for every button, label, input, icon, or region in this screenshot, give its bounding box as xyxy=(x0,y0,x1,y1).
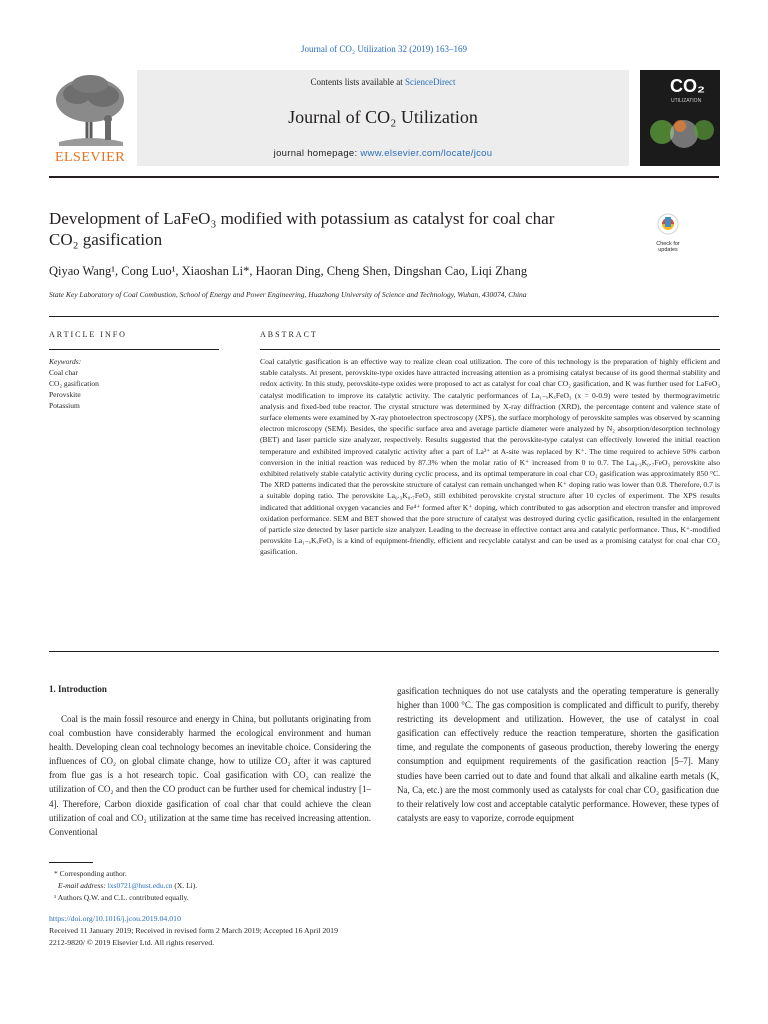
journal-banner xyxy=(137,70,629,166)
article-info-heading: ARTICLE INFO xyxy=(49,330,127,339)
keyword-item: Potassium xyxy=(49,401,80,410)
info-rule xyxy=(49,316,719,317)
corresponding-author-note: * Corresponding author. xyxy=(54,869,127,878)
doi-link[interactable]: https://doi.org/10.1016/j.jcou.2019.04.010 xyxy=(49,914,181,923)
contents-line xyxy=(137,77,629,87)
footnotes xyxy=(54,868,374,904)
check-for-updates-button[interactable] xyxy=(650,212,686,252)
cover-title: CO₂ xyxy=(670,76,705,96)
intro-paragraph-right xyxy=(397,684,719,825)
title-line-1: Development of LaFeO₃ modified with potassium as catalyst for coal char xyxy=(49,209,555,228)
doi-block xyxy=(49,913,449,949)
email-suffix: (X. Li). xyxy=(172,881,198,890)
journal-cover[interactable] xyxy=(640,70,720,166)
sciencedirect-link[interactable]: ScienceDirect xyxy=(405,77,456,87)
cover-subtitle: UTILIZATION xyxy=(671,98,702,104)
crossmark-label-2: updates xyxy=(658,247,678,253)
journal-homepage xyxy=(137,148,629,159)
header-rule xyxy=(49,176,719,178)
keyword-item: CO₂ gasification xyxy=(49,379,99,388)
homepage-link[interactable]: www.elsevier.com/locate/jcou xyxy=(360,148,493,159)
equal-contribution-note: ¹ Authors Q.W. and C.L. contributed equally. xyxy=(54,893,189,902)
abstract-bottom-rule xyxy=(49,651,719,652)
footnote-rule xyxy=(49,862,93,863)
homepage-label: journal homepage: xyxy=(273,148,361,159)
keywords-block xyxy=(49,356,219,411)
journal-title: Journal of CO₂ Utilization xyxy=(288,107,478,127)
email-link[interactable]: lxs0721@hust.edu.cn xyxy=(107,881,173,890)
keyword-item: Coal char xyxy=(49,368,78,377)
email-note xyxy=(54,880,374,892)
abstract-text: Coal catalytic gasification is an effective way to realize clean coal utilization. The core of this technology is the preparation of highly efficient and stable catalysts. At present, perovskite-type oxides have attracted increasing attention as a promising catalyst because of its good thermal stability and redox activity. In this study, perovskite-type oxides were proposed to act as catalyst for coal char CO₂ gasification, and K was further used for LaFeO₃ catalyst modification to improve its catalytic activity. The catalytic performances of La₁₋ₓKₓFeO₃ (x = 0-0.9) were tested by thermogravimetric analysis and fixed-bed tube reactor. The crystal structure was determined by X-ray diffraction (XRD), the percentage content and valence state of surface elements were examined by X-ray photoelectron spectroscopy (XPS), the surface morphology of perovskite samples was observed by scanning electron microscopy (SEM). Besides, the specific surface area and average particle diameter were analyzed by N₂ absorption/desorption technology (BET) and laser particle size analyzer, respectively. Results suggested that the perovskite-type catalyst can effectively lowered the initial reaction temperature and exhibited improved catalytic activity after a part of La³⁺ at A-site was replaced by K⁺. The time required to achieve 50% carbon conversion in the initial reaction was reduced by 87.3% when the molar ratio of K⁺ increased from 0 to 0.7. The La₀.₃K₀.₇FeO₃ perovskite also exhibited relatively stable catalytic activity during cyclic process, and its optimal temperature in coal char CO₂ gasification was approximately 850 °C. The XRD patterns indicated that the perovskite structure of catalyst can remain unchanged when K⁺ doping ratio was lower than 0.8. Therefore, 0.7 is a suitable doping ratio. The perovskite La₀.₃K₀.₇FeO₃ still exhibited perovskite crystal structure after 10 cycles of experiment. The XPS results indicated that additional oxygen vacancies and Fe⁴⁺ formed after K⁺ doping, which contributed to gas adsorption and electron transfer and improved oxidation performance. SEM and BET showed that the pore structure of catalyst was destroyed during cyclic gasification, resulted in the enlargement of particle size detected by laser particle size analyzer. Leading to the decrease in effective contact area and catalytic performance. Thus, K⁺-modified perovskite La₁₋ₓKₓFeO₃ is a kind of equipment-friendly, efficient and recyclable catalyst and can be used as a promising catalyst for coal char CO₂ gasification. xyxy=(260,357,720,557)
elsevier-logo[interactable] xyxy=(49,70,131,166)
crossmark-icon xyxy=(650,212,686,236)
contents-prefix: Contents lists available at xyxy=(310,77,405,87)
author-list: Qiyao Wang¹, Cong Luo¹, Xiaoshan Li*, Haoran Ding, Cheng Shen, Dingshan Cao, Liqi Zhang xyxy=(49,264,528,278)
publisher-name: ELSEVIER xyxy=(54,150,126,165)
copyright-line: 2212-9820/ © 2019 Elsevier Ltd. All rights reserved. xyxy=(49,938,215,947)
keywords-label: Keywords: xyxy=(49,357,82,366)
crossmark-label-1: Check for xyxy=(656,241,680,247)
masthead xyxy=(49,70,629,166)
email-label: E-mail address: xyxy=(58,881,108,890)
keyword-item: Perovskite xyxy=(49,390,81,399)
intro-left-text: Coal is the main fossil resource and energy in China, but pollutants originating from coal combustion have considerably harmed the ecological environment and human health. Developing clean coal technology becomes an inevitable choice. Considering the influences of CO₂ on global climate change, how to utilize CO₂ after it was captured from flue gas is a hot research topic. Coal gasification with CO₂ can realize the utilization of CO₂ and then the CO product can be further used for chemical industry [1–4]. Therefore, Carbon dioxide gasification of coal char that could achieve the clean utilization of coal and CO₂ utilization at the same time has received increasing attention. Conventional xyxy=(49,714,371,837)
received-dates: Received 11 January 2019; Received in revised form 2 March 2019; Accepted 16 April 2019 xyxy=(49,926,338,935)
abstract-heading: ABSTRACT xyxy=(260,330,318,339)
affiliation: State Key Laboratory of Coal Combustion, School of Energy and Power Engineering, Huazhong University of Science and Technology, Wuhan, 430074, China xyxy=(49,290,527,299)
abstract-rule xyxy=(260,349,720,350)
journal-reference[interactable]: Journal of CO₂ Utilization 32 (2019) 163–169 xyxy=(300,44,468,54)
intro-paragraph-left xyxy=(49,712,371,839)
section-heading-introduction: 1. Introduction xyxy=(49,684,107,694)
title-line-2: CO₂ gasification xyxy=(49,230,163,249)
article-info-rule xyxy=(49,349,219,350)
intro-right-text: gasification techniques do not use catalysts and the operating temperature is generally higher than 1000 °C. The gas composition is complicated and difficult to purify, thereby restricting its development and utilization. However, the use of catalyst in coal gasification can effectively reduce the reaction temperature, shorten the gasification time, and regulate the components of gaseous production, thereby lowering the energy consumption and equipment requirements of the gasification reaction [5–7]. Many studies have been carried out to date and found that alkali and alkaline earth metals (K, Na, Ca, etc.) are the most commonly used as catalysts for coal char CO₂ gasification due to their relatively low cost and acceptable catalytic performance. However, these types of catalysts are easy to vaporize, corrode equipment xyxy=(397,686,719,823)
article-title xyxy=(49,208,639,250)
